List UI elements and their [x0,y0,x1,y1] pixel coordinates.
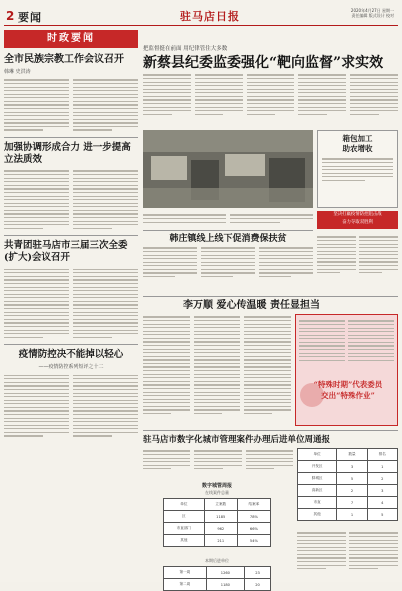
table-cell: 23 [245,567,271,579]
table-row [164,579,271,591]
table-cell: 数量 [337,449,367,461]
special-topic-box [295,314,398,426]
table-cell: 2 [367,473,397,485]
masthead: 驻马店日报 [180,10,240,23]
table-row [298,485,398,497]
story-minzu [4,54,138,133]
side-story-body [317,234,398,276]
table-row [164,499,271,511]
story-body [4,168,138,231]
section-title: 要闻 [18,11,42,24]
story-title: 共青团驻马店市三届三次全委(扩大)会议召开 [4,240,128,264]
story-title: 疫情防控决不能掉以轻心 [18,349,124,361]
table-cell: 第二周 [164,579,207,591]
story-byline: 韩琳 史洪涛 [4,69,31,75]
table-cell: 市直部门 [164,523,205,535]
table-cell: 20 [245,579,271,591]
sidebar-box [317,130,398,208]
story-hanzhuang [143,230,313,292]
table-row [164,523,271,535]
factory-photo [143,130,313,208]
table-row [298,509,398,521]
table-cell: 结案率 [237,499,270,511]
table-cell: 4 [367,497,397,509]
weekly-table [163,498,271,547]
sidebar-title-2: 助农增收 [342,144,373,153]
table-cell: 单位 [164,499,205,511]
page-number: 2 [6,9,15,23]
table-row [164,567,271,579]
divider [4,137,138,138]
story-title: 驻马店市数字化城市管理案件办理后进单位周通报 [143,435,331,445]
table-cell: 第一周 [164,567,207,579]
story-lifa [4,142,138,231]
table-cell: 962 [204,523,237,535]
story-shuzi-body [143,448,293,472]
story-title: 韩庄镇线上线下促消费保扶贫 [169,234,287,244]
table-cell: 5 [337,473,367,485]
story-body [4,266,138,340]
table-cell: 54% [237,535,270,547]
summary-table [163,566,271,591]
story-body [4,77,138,133]
story-tuanwei [4,240,138,340]
table-row [298,461,398,473]
table-cell: 211 [204,535,237,547]
table-row [164,511,271,523]
lead-headline: 新蔡县纪委监委强化“靶向监督”求实效 [143,55,384,71]
lead-kicker: 把监督挺在前面 用纪律管住大多数 [143,46,228,52]
table-caption: 数字城管周报 [201,483,232,489]
table-cell: 1260 [206,567,244,579]
table-cell: 78% [237,511,270,523]
slogan-strip: 坚决打赢疫情防控阻击战 奋力夺取双胜利 [317,211,398,229]
table-cell: 排名 [367,449,397,461]
left-column [4,30,138,578]
table-cell: 驿城区 [298,473,337,485]
right-area [143,30,398,587]
story-liwanshun [143,296,398,313]
story-subtitle: ——疫情防控系列短评之十二 [38,364,104,371]
ranking-table [297,448,398,521]
table-cell: 66% [237,523,270,535]
table-cell: 7 [337,497,367,509]
table-cell: 单位 [298,449,337,461]
table-cell: 1185 [204,511,237,523]
table-row [298,449,398,461]
table3-title: 本期后进单位 [205,558,229,563]
table-row [298,497,398,509]
story-liwanshun-body [143,314,291,417]
header-date: 2020年4月27日 星期一 责任编辑 版式设计 校对 [350,8,394,18]
table-cell: 3 [337,461,367,473]
table-cell: 高新区 [298,485,337,497]
special-headline: “特殊时期”代表委员 交出“特殊作业” [313,380,383,400]
table-cell: 开发区 [298,461,337,473]
table-cell: 区 [164,511,205,523]
divider [4,344,138,345]
table-cell: 1 [367,461,397,473]
story-title: 李万顺 爱心传温暖 责任显担当 [183,300,320,311]
photo-caption [143,212,313,225]
story-body [4,372,138,439]
table-cell: 1 [337,509,367,521]
story-shuzi-tail [297,530,398,572]
table-title: 在线案件总量 [205,490,229,495]
page-header [4,6,398,26]
table-cell: 3 [367,485,397,497]
story-shuzi-chengguan [143,430,398,446]
table-cell: 其他 [298,509,337,521]
table-cell: 1180 [206,579,244,591]
sidebar-title-1: 箱包加工 [342,134,373,143]
section-banner: 时政要闻 [4,30,138,48]
table-cell: 5 [367,509,397,521]
story-title: 加强协调形成合力 进一步提高立法质效 [4,142,131,166]
lead-body [143,72,398,126]
story-yiqing [4,349,138,439]
table-row [164,535,271,547]
table-row [298,473,398,485]
table-cell: 2 [337,485,367,497]
divider [4,235,138,236]
table-cell: 立案数 [204,499,237,511]
table-cell: 其他 [164,535,205,547]
table-cell: 市直 [298,497,337,509]
story-title: 全市民族宗教工作会议召开 [4,54,124,65]
